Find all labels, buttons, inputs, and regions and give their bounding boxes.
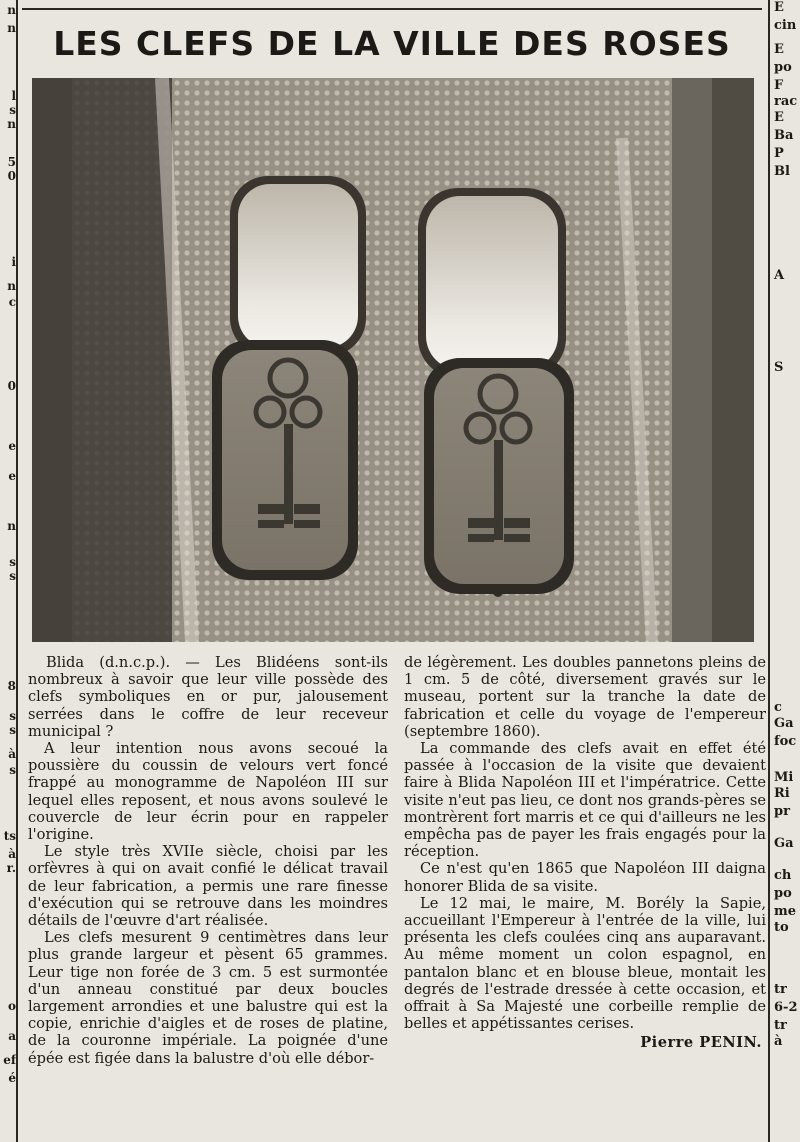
top-rule [22,8,762,10]
article-paragraph: Le 12 mai, le maire, M. Borély la Sapie, accueillant l'Empereur à l'entrée de la ville, lui présenta les clefs coulées cinq ans auparavant. Au même moment un colon espagnol, en pantalon blanc et en blouse bleue, montait les degrés de l'estrade dressée à cette occasion, et offrait à Sa Majesté une corbeille remplie de belles et appétissantes cerises. [404,894,766,1033]
keys-in-case-photo [32,78,754,642]
left-column-fragment: 0 [7,170,16,183]
left-column-fragment: à [8,748,16,761]
headline: LES CLEFS DE LA VILLE DES ROSES [53,24,731,63]
left-column-rule [16,0,18,1142]
right-column-fragment: P [774,146,784,161]
right-column-fragment: à [774,1034,783,1049]
left-column-fragment: o [7,1000,16,1013]
right-column-fragment: S [774,360,784,375]
left-column-fragment: n [7,22,16,35]
right-column-fragment: F [774,78,784,93]
right-column-fragment: cin [774,18,797,33]
right-column-fragment: 6-2 [774,1000,798,1015]
left-column-fragment: ts [3,830,16,843]
right-column-fragment: po [774,60,792,75]
right-column-fragment: tr [774,1018,787,1033]
article-column-2 [404,654,766,1052]
right-column-fragment: po [774,886,792,901]
left-column-fragment: n [7,4,16,17]
left-column-fragment: é [8,1072,16,1085]
left-column-fragment: r. [6,862,16,875]
left-neighbour-column [0,0,16,1142]
right-column-fragment: me [774,904,797,919]
right-column-fragment: c [774,700,782,715]
article-paragraph: Ce n'est qu'en 1865 que Napoléon III daigna honorer Blida de sa visite. [404,860,766,895]
article-paragraph: La commande des clefs avait en effet été passée à l'occasion de la visite que devaient faire à Blida Napoléon III et l'impératrice. Cette visite n'eut pas lieu, ce dont nos grands-pères se montrèrent fort marris et ce qui d'ailleurs ne les empêcha pas de payer les frais engagés pour la réception. [404,740,766,861]
right-column-fragment: tr [774,982,787,997]
article-paragraph: Les clefs mesurent 9 centimètres dans leur plus grande largeur et pèsent 65 grammes. Leur tige non forée de 3 cm. 5 est surmontée d'un anneau constitué par deux boucles largement arrondies et une balustre qui est la copie, enrichie d'aigles et de roses de platine, de la couronne impériale. La poignée d'une épée est figée dans la balustre d'où elle débor- [28,929,388,1067]
right-column-fragment: E [774,110,784,125]
left-column-fragment: c [8,296,16,309]
right-column-fragment: Ri [774,786,790,801]
right-column-fragment: Ga [774,836,794,851]
left-column-fragment: ef [3,1054,16,1067]
article-paragraph: de légèrement. Les doubles pannetons pleins de 1 cm. 5 de côté, diversement gravés sur le museau, portent sur la tranche la date de fabrication et celle du voyage de l'empereur (septembre 1860). [404,654,766,740]
right-column-fragment: E [774,0,784,15]
left-column-fragment: s [9,710,16,723]
right-column-fragment: Bl [774,164,790,179]
left-column-fragment: n [7,520,16,533]
right-column-fragment: pr [774,804,790,819]
article-paragraph: A leur intention nous avons secoué la poussière du coussin de velours vert foncé frappé au monogramme de Napoléon III sur lequel elles reposent, et nous avons soulevé le couvercle de leur écrin pour en rappeler l'origine. [28,740,388,844]
left-column-fragment: n [7,280,16,293]
article-paragraph: Le style très XVIIe siècle, choisi par les orfèvres à qui on avait confié le délicat travail de leur fabrication, a permis une rare finesse d'exécution qui se retrouve dans les moindres détails de l'œuvre d'art réalisée. [28,843,388,930]
left-column-fragment: 0 [7,380,16,393]
right-column-fragment: Ga [774,716,794,731]
left-column-fragment: s [9,556,16,569]
left-column-fragment: e [8,440,16,453]
right-column-fragment: E [774,42,784,57]
byline: Pierre PENIN. [640,1034,762,1052]
right-column-fragment: to [774,920,789,935]
right-neighbour-column [772,0,800,1142]
left-column-fragment: à [8,848,16,861]
left-column-fragment: s [9,724,16,737]
left-key-case [212,176,366,580]
right-key-case [418,188,574,597]
right-column-fragment: Ba [774,128,794,143]
right-column-fragment: Mi [774,770,794,785]
right-column-fragment: foc [774,734,797,749]
left-column-fragment: s [9,570,16,583]
left-column-fragment: s [9,764,16,777]
article-paragraph: Blida (d.n.c.p.). — Les Blidéens sont-ils nombreux à savoir que leur ville possède des clefs symboliques en or pur, jalousement serrées dans le coffre de leur receveur municipal ? [28,654,388,740]
left-column-fragment: a [8,1030,16,1043]
right-column-rule [768,0,770,1142]
left-column-fragment: n [7,118,16,131]
right-column-fragment: ch [774,868,792,883]
left-column-fragment: 5 [7,156,16,169]
right-column-fragment: rac [774,94,798,109]
right-column-fragment: A [774,268,785,283]
article-column-1 [28,654,388,1067]
left-column-fragment: i [11,256,16,269]
left-column-fragment: e [8,470,16,483]
left-column-fragment: s [9,104,16,117]
left-column-fragment: 8 [7,680,16,693]
keys-in-case-illustration [32,78,754,642]
left-column-fragment: l [11,90,16,103]
